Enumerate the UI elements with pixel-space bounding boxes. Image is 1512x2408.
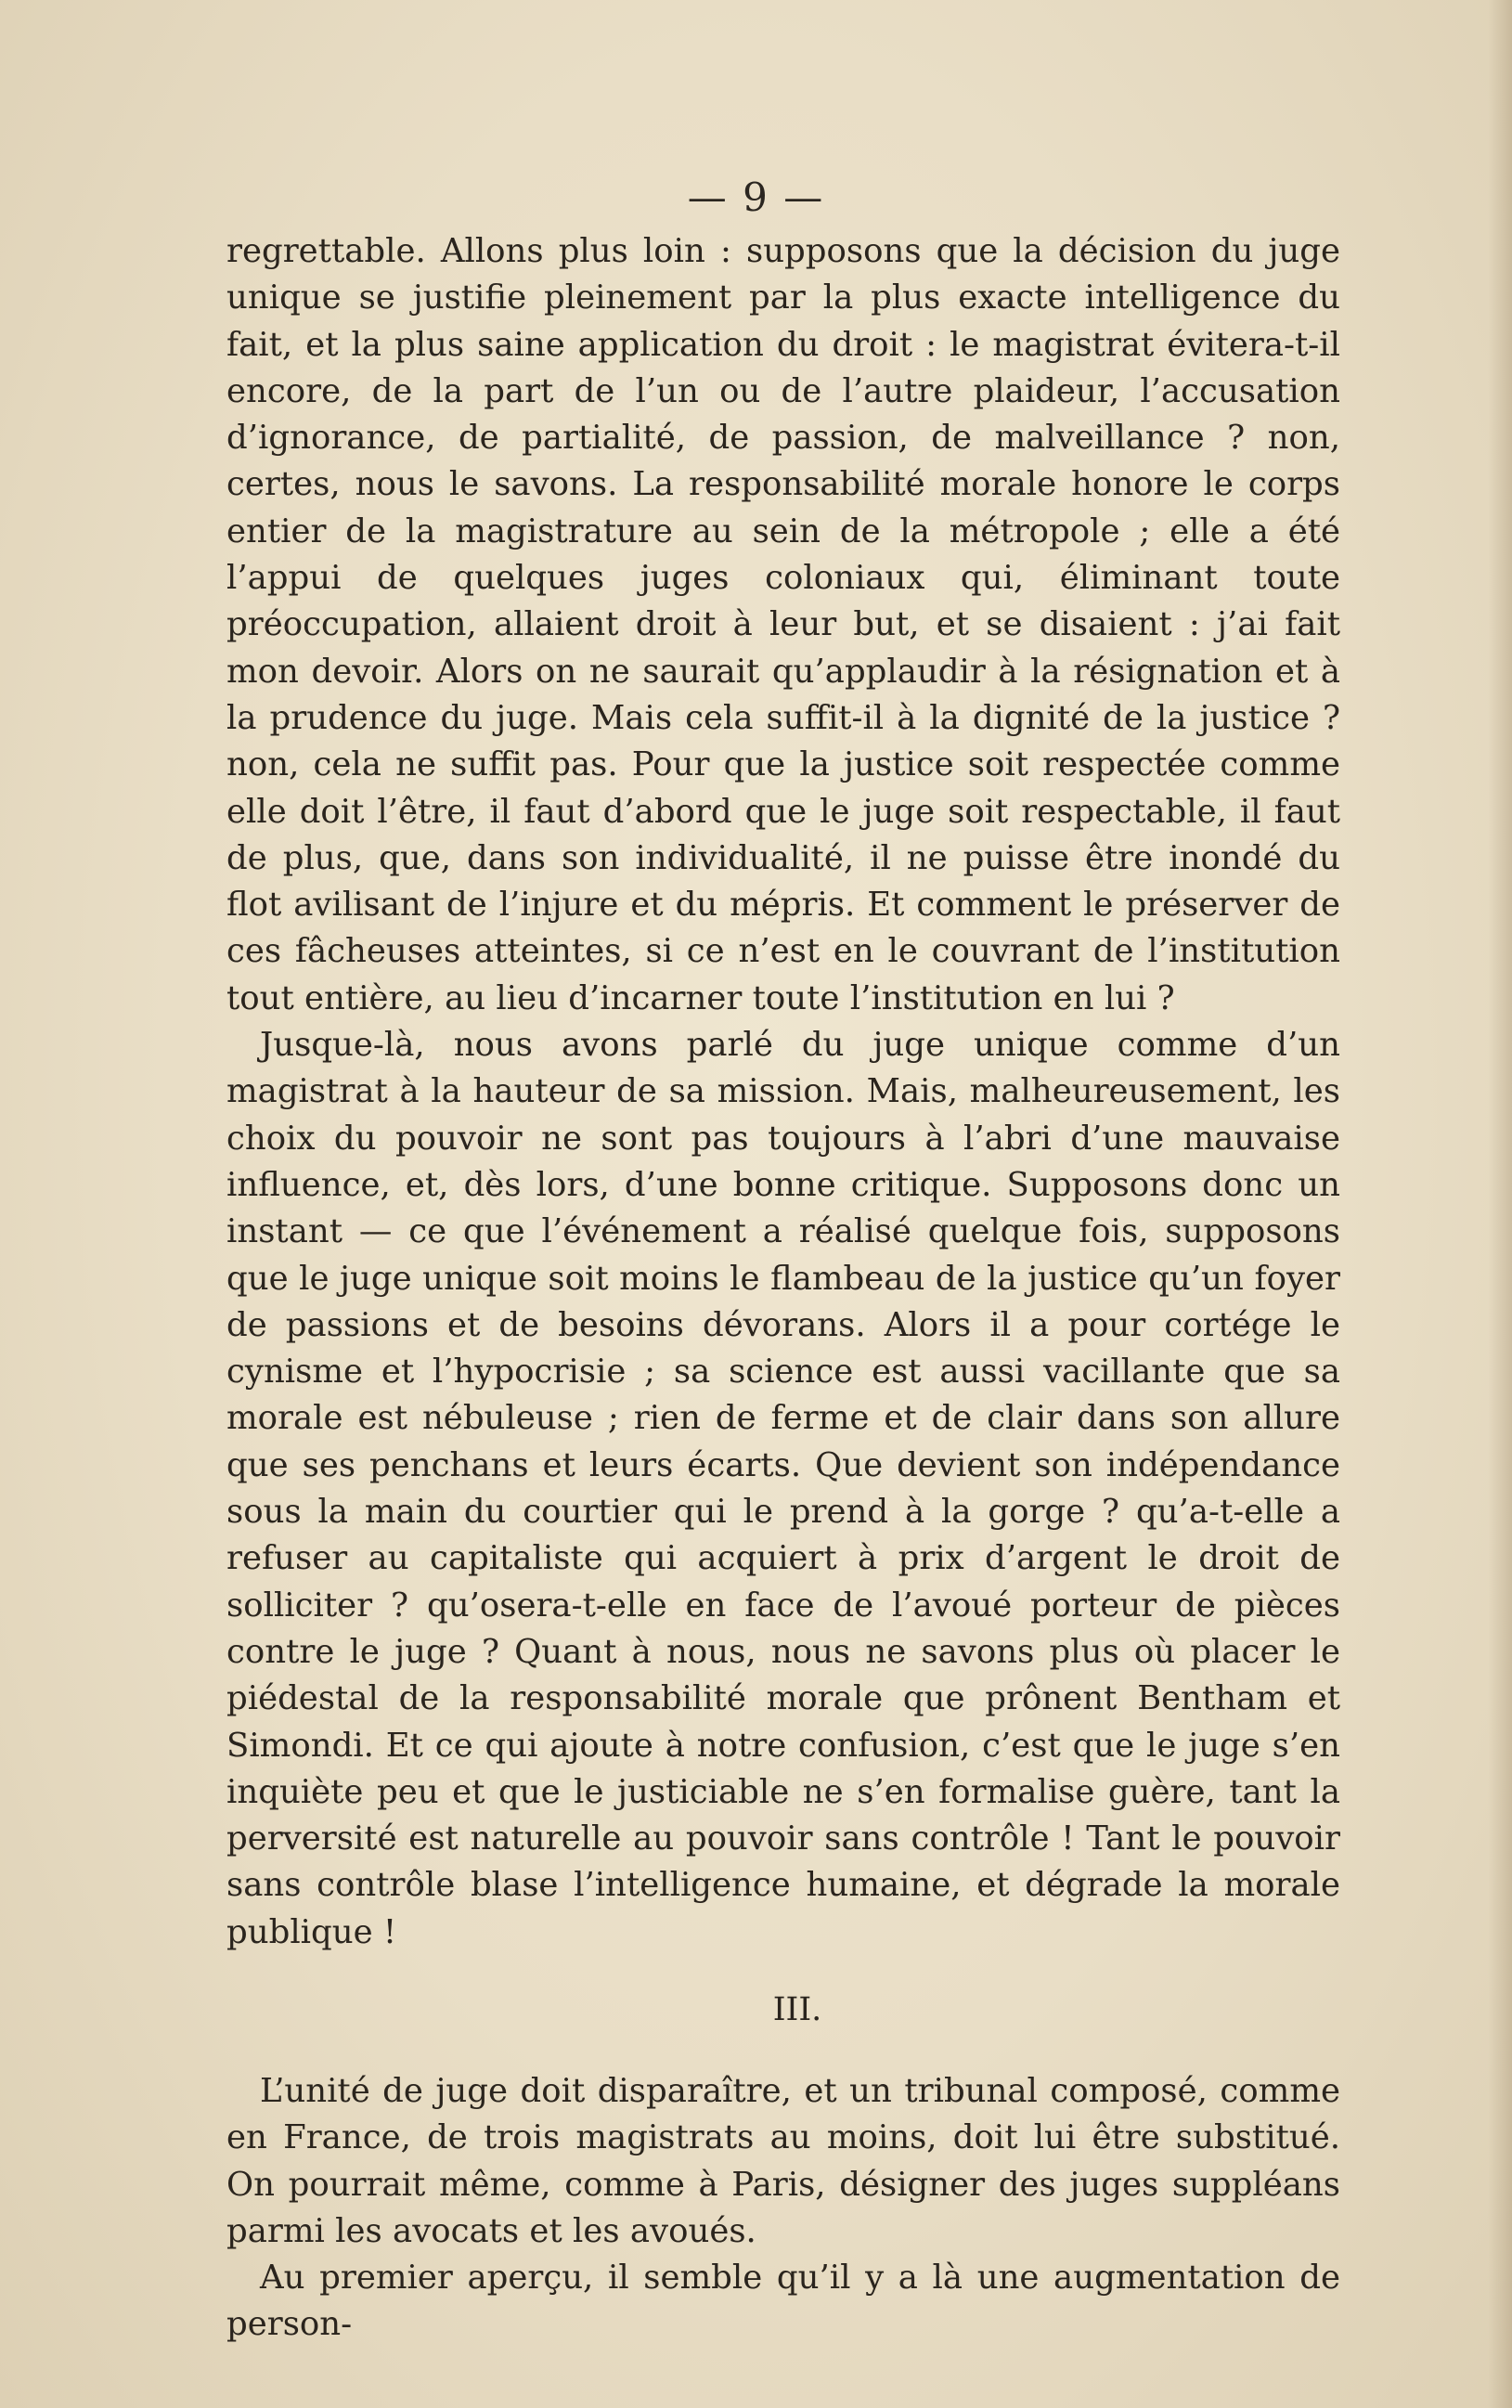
paragraph-continuation: regrettable. Allons plus loin : supposons que la décision du juge unique se justifie pleinement par la plus exacte intelligence du fait, et la plus saine application du droit : le magistrat évitera-t-il encore, de la part de l’un ou de l’autre plaideur, l’accusation d’ignorance, de partialité, de passion, de malveillance ? non, certes, nous le savons. La responsabilité morale honore le corps entier de la magistrature au sein de la métropole ; elle a été l’appui de quelques juges coloniaux qui, éliminant toute préoccupation, allaient droit à leur but, et se disaient : j’ai fait mon devoir. Alors on ne saurait qu’applaudir à la résignation et à la prudence du juge. Mais cela suffit-il à la dignité de la justice ? non, cela ne suffit pas. Pour que la justice soit respectée comme elle doit l’être, il faut d’abord que le juge soit respectable, il faut de plus, que, dans son individualité, il ne puisse être inondé du flot avilisant de l’injure et du mépris. Et comment le préserver de ces fâcheuses atteintes, si ce n’est en le couvrant de l’institution tout entière, au lieu d’incarner toute l’institution en lui ? bbox=[226, 232, 1340, 1017]
paragraph-premier-apercu: Au premier aperçu, il semble qu’il y a là une augmentation de person- bbox=[226, 2259, 1340, 2344]
paragraph-unite-de-juge: L’unité de juge doit disparaître, et un tribunal composé, comme en France, de trois magistrats au moins, doit lui être substitué. On pourrait même, comme à Paris, désigner des juges suppléans parmi les avocats et les avoués. bbox=[226, 2071, 1340, 2250]
page-edge-shadow bbox=[1488, 0, 1512, 2408]
body-text bbox=[226, 228, 1340, 2349]
page-number: — 9 — bbox=[687, 175, 825, 220]
paragraph-juge-unique: Jusque-là, nous avons parlé du juge unique comme d’un magistrat à la hauteur de sa mission. Mais, malheureusement, les choix du pouvoir ne sont pas toujours à l’abri d’une mauvaise influence, et, dès lors, d’une bonne critique. Supposons donc un instant — ce que l’événement a réalisé quelque fois, supposons que le juge unique soit moins le flambeau de la justice qu’un foyer de passions et de besoins dévorans. Alors il a pour cortége le cynisme et l’hypocrisie ; sa science est aussi vacillante que sa morale est nébuleuse ; rien de ferme et de clair dans son allure que ses penchans et leurs écarts. Que devient son indépendance sous la main du courtier qui le prend à la gorge ? qu’a-t-elle a refuser au capitaliste qui acquiert à prix d’argent le droit de solliciter ? qu’osera-t-elle en face de l’avoué porteur de pièces contre le juge ? Quant à nous, nous ne savons plus où placer le piédestal de la responsabilité morale que prônent Bentham et Simondi. Et ce qui ajoute à notre confusion, c’est que le juge s’en inquiète peu et que le justiciable ne s’en formalise guère, tant la perversité est naturelle au pouvoir sans contrôle ! Tant le pouvoir sans contrôle blase l’intelligence humaine, et dégrade la morale publique ! bbox=[226, 1026, 1340, 1951]
section-heading-iii: III. bbox=[772, 1990, 822, 2028]
